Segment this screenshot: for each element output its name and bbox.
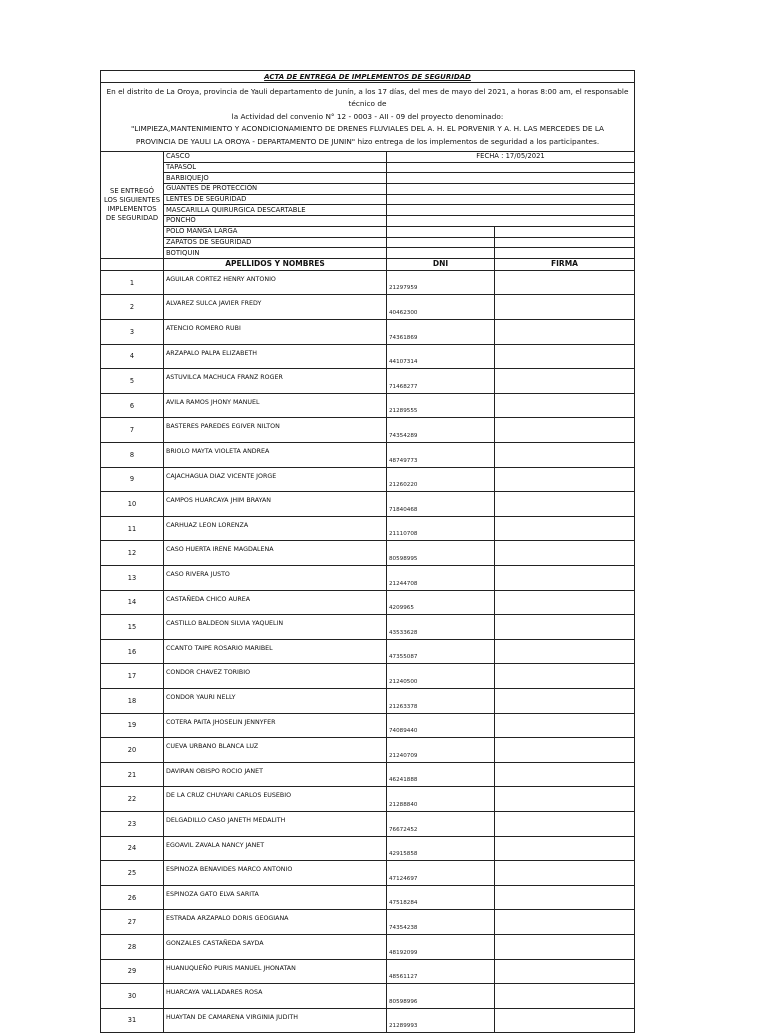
empty-cell: [387, 205, 635, 216]
participant-row: [101, 320, 635, 345]
participant-number: 7: [101, 418, 164, 443]
participant-dni: 48749773: [387, 443, 495, 468]
empty-cell: [387, 226, 495, 237]
participant-number: 17: [101, 664, 164, 689]
participant-signature: [495, 492, 635, 517]
participant-signature: [495, 467, 635, 492]
participant-number: 20: [101, 738, 164, 763]
participant-row: [101, 861, 635, 886]
participant-number: 28: [101, 934, 164, 959]
document-title: ACTA DE ENTREGA DE IMPLEMENTOS DE SEGURIDAD: [101, 71, 635, 83]
participant-row: [101, 344, 635, 369]
implement-item: BOTIQUIN: [164, 248, 387, 259]
participant-signature: [495, 688, 635, 713]
participant-dni: 74354238: [387, 910, 495, 935]
participant-number: 15: [101, 615, 164, 640]
participant-number: 11: [101, 516, 164, 541]
participant-row: [101, 492, 635, 517]
participant-row: [101, 467, 635, 492]
participant-dni: 21288840: [387, 787, 495, 812]
participant-row: [101, 811, 635, 836]
participant-row: [101, 738, 635, 763]
participant-dni: 76672452: [387, 811, 495, 836]
participant-name: CAMPOS HUARCAYA JHIM BRAYAN: [164, 492, 387, 517]
date-label: FECHA : 17/05/2021: [387, 152, 635, 163]
participant-signature: [495, 910, 635, 935]
participant-name: CONDOR YAURI NELLY: [164, 688, 387, 713]
participant-signature: [495, 615, 635, 640]
participant-name: ESPINOZA GATO ELVA SARITA: [164, 885, 387, 910]
participant-number: 27: [101, 910, 164, 935]
participant-row: [101, 787, 635, 812]
participant-dni: 47124697: [387, 861, 495, 886]
participant-name: ESPINOZA BENAVIDES MARCO ANTONIO: [164, 861, 387, 886]
participant-signature: [495, 541, 635, 566]
participant-number: 31: [101, 1008, 164, 1033]
participant-signature: [495, 811, 635, 836]
participant-signature: [495, 885, 635, 910]
column-header-names: APELLIDOS Y NOMBRES: [164, 258, 387, 270]
participant-row: [101, 541, 635, 566]
intro-line: En el distrito de La Oroya, provincia de Yauli departamento de Junín, a los 17 días, del mes de mayo del 2021, a horas 8:00 am, el responsable técnico de: [106, 86, 629, 109]
participant-signature: [495, 590, 635, 615]
participant-number: 19: [101, 713, 164, 738]
participant-dni: 74089440: [387, 713, 495, 738]
participant-name: BRIOLO MAYTA VIOLETA ANDREA: [164, 443, 387, 468]
participant-signature: [495, 762, 635, 787]
participant-dni: 21240500: [387, 664, 495, 689]
participant-signature: [495, 934, 635, 959]
participant-signature: [495, 393, 635, 418]
participant-row: [101, 664, 635, 689]
participant-row: [101, 910, 635, 935]
participant-name: ATENCIO ROMERO RUBI: [164, 320, 387, 345]
participant-name: ASTUVILCA MACHUCA FRANZ ROGER: [164, 369, 387, 394]
participant-name: CUEVA URBANO BLANCA LUZ: [164, 738, 387, 763]
participant-dni: 21244708: [387, 566, 495, 591]
participant-row: [101, 270, 635, 295]
implements-side-label: SE ENTREGÓ LOS SIGUIENTES IMPLEMENTOS DE SEGURIDAD: [101, 152, 164, 259]
participant-row: [101, 688, 635, 713]
participant-row: [101, 639, 635, 664]
participant-number: 9: [101, 467, 164, 492]
participant-name: HUARCAYA VALLADARES ROSA: [164, 984, 387, 1009]
participant-dni: 21260220: [387, 467, 495, 492]
participant-number: 23: [101, 811, 164, 836]
implement-item: GUANTES DE PROTECCIÓN: [164, 184, 387, 195]
participant-dni: 21297959: [387, 270, 495, 295]
participant-number: 16: [101, 639, 164, 664]
participant-row: [101, 443, 635, 468]
participant-name: CASO RIVERA JUSTO: [164, 566, 387, 591]
participant-row: [101, 1008, 635, 1033]
empty-cell: [387, 237, 495, 248]
participant-number: 4: [101, 344, 164, 369]
participant-dni: 47355087: [387, 639, 495, 664]
participant-signature: [495, 320, 635, 345]
participant-signature: [495, 984, 635, 1009]
empty-cell: [387, 216, 635, 227]
implement-item: TAPASOL: [164, 162, 387, 173]
participant-name: ARZAPALO PALPA ELIZABETH: [164, 344, 387, 369]
participant-name: EGOAVIL ZAVALA NANCY JANET: [164, 836, 387, 861]
participant-row: [101, 516, 635, 541]
participant-dni: 21289993: [387, 1008, 495, 1033]
participant-dni: 40462300: [387, 295, 495, 320]
empty-cell: [495, 226, 635, 237]
delivery-record-sheet: [100, 70, 634, 1033]
column-header-number: [101, 258, 164, 270]
intro-line: "LIMPIEZA,MANTENIMIENTO Y ACONDICIONAMIENTO DE DRENES FLUVIALES DEL A. H. EL PORVENIR Y A. H. LAS MERCEDES DE LA: [130, 124, 605, 134]
participant-signature: [495, 787, 635, 812]
participant-name: CCANTO TAIPE ROSARIO MARIBEL: [164, 639, 387, 664]
participant-name: AVILA RAMOS JHONY MANUEL: [164, 393, 387, 418]
participant-signature: [495, 344, 635, 369]
participant-dni: 71840468: [387, 492, 495, 517]
participant-name: COTERA PAITA JHOSELIN JENNYFER: [164, 713, 387, 738]
participant-number: 22: [101, 787, 164, 812]
participant-name: GONZALES CASTAÑEDA SAYDA: [164, 934, 387, 959]
participant-number: 24: [101, 836, 164, 861]
delivery-record-table: [100, 70, 635, 1033]
participant-dni: 47518284: [387, 885, 495, 910]
participant-signature: [495, 295, 635, 320]
intro-line: PROVINCIA DE YAULI LA OROYA - DEPARTAMENTO DE JUNIN" hizo entrega de los implementos de seguridad a los participantes.: [135, 136, 600, 146]
participant-row: [101, 984, 635, 1009]
participant-signature: [495, 664, 635, 689]
participant-name: DELGADILLO CASO JANETH MEDALITH: [164, 811, 387, 836]
participant-name: CONDOR CHAVEZ TORIBIO: [164, 664, 387, 689]
participant-row: [101, 393, 635, 418]
participant-row: [101, 295, 635, 320]
participant-row: [101, 959, 635, 984]
column-header-signature: FIRMA: [495, 258, 635, 270]
implement-item: PONCHO: [164, 216, 387, 227]
participant-signature: [495, 959, 635, 984]
participant-number: 3: [101, 320, 164, 345]
intro-paragraph: [101, 83, 635, 152]
implement-item: ZAPATOS DE SEGURIDAD: [164, 237, 387, 248]
participant-signature: [495, 443, 635, 468]
implement-item: CASCO: [164, 152, 387, 163]
participant-signature: [495, 270, 635, 295]
participant-name: CASTAÑEDA CHICO AUREA: [164, 590, 387, 615]
participant-row: [101, 369, 635, 394]
participant-dni: 21263378: [387, 688, 495, 713]
participant-dni: 46241888: [387, 762, 495, 787]
participant-name: DAVIRAN OBISPO ROCIO JANET: [164, 762, 387, 787]
participant-row: [101, 934, 635, 959]
participant-name: CASTILLO BALDEON SILVIA YAQUELIN: [164, 615, 387, 640]
empty-cell: [387, 184, 635, 195]
column-header-dni: DNI: [387, 258, 495, 270]
participant-row: [101, 885, 635, 910]
empty-cell: [387, 173, 635, 184]
participant-dni: 44107314: [387, 344, 495, 369]
participant-number: 10: [101, 492, 164, 517]
empty-cell: [387, 162, 635, 173]
participant-number: 26: [101, 885, 164, 910]
participant-dni: 42915858: [387, 836, 495, 861]
participant-signature: [495, 369, 635, 394]
participant-number: 13: [101, 566, 164, 591]
participant-name: HUAYTAN DE CAMARENA VIRGINIA JUDITH: [164, 1008, 387, 1033]
participant-dni: 21240709: [387, 738, 495, 763]
participant-row: [101, 566, 635, 591]
participant-number: 21: [101, 762, 164, 787]
participant-dni: 80598995: [387, 541, 495, 566]
participant-dni: 71468277: [387, 369, 495, 394]
participant-dni: 74354289: [387, 418, 495, 443]
participant-dni: 48192099: [387, 934, 495, 959]
participant-name: CARHUAZ LEON LORENZA: [164, 516, 387, 541]
participant-dni: 21289555: [387, 393, 495, 418]
participant-number: 5: [101, 369, 164, 394]
participant-name: AGUILAR CORTEZ HENRY ANTONIO: [164, 270, 387, 295]
participant-row: [101, 762, 635, 787]
participant-signature: [495, 418, 635, 443]
participant-signature: [495, 738, 635, 763]
participant-row: [101, 713, 635, 738]
participant-number: 25: [101, 861, 164, 886]
participant-signature: [495, 1008, 635, 1033]
participant-signature: [495, 713, 635, 738]
participant-name: BASTERES PAREDES EGIVER NILTON: [164, 418, 387, 443]
participant-number: 18: [101, 688, 164, 713]
participant-name: ESTRADA ARZAPALO DORIS GEOGIANA: [164, 910, 387, 935]
participant-name: ALVAREZ SULCA JAVIER FREDY: [164, 295, 387, 320]
participant-signature: [495, 566, 635, 591]
empty-cell: [387, 194, 635, 205]
intro-line: la Actividad del convenio N° 12 - 0003 - AII - 09 del proyecto denominado:: [231, 111, 504, 121]
participant-row: [101, 590, 635, 615]
implement-item: LENTES DE SEGURIDAD: [164, 194, 387, 205]
participant-signature: [495, 836, 635, 861]
participant-dni: 74361869: [387, 320, 495, 345]
participant-dni: 48561127: [387, 959, 495, 984]
participant-name: HUANUQUEÑO PURIS MANUEL JHONATAN: [164, 959, 387, 984]
participant-row: [101, 615, 635, 640]
participant-number: 12: [101, 541, 164, 566]
participant-dni: 21110708: [387, 516, 495, 541]
participant-name: CASO HUERTA IRENE MAGDALENA: [164, 541, 387, 566]
participant-dni: 43533628: [387, 615, 495, 640]
participant-signature: [495, 639, 635, 664]
empty-cell: [495, 248, 635, 259]
participant-number: 2: [101, 295, 164, 320]
participant-number: 6: [101, 393, 164, 418]
empty-cell: [387, 248, 495, 259]
participant-name: CAJACHAGUA DIAZ VICENTE JORGE: [164, 467, 387, 492]
participant-number: 14: [101, 590, 164, 615]
participant-dni: 4209965: [387, 590, 495, 615]
participant-number: 1: [101, 270, 164, 295]
participant-number: 29: [101, 959, 164, 984]
participant-number: 8: [101, 443, 164, 468]
implement-item: POLO MANGA LARGA: [164, 226, 387, 237]
empty-cell: [495, 237, 635, 248]
participant-row: [101, 836, 635, 861]
participant-signature: [495, 861, 635, 886]
participant-number: 30: [101, 984, 164, 1009]
participant-dni: 80598996: [387, 984, 495, 1009]
participant-row: [101, 418, 635, 443]
participant-name: DE LA CRUZ CHUYARI CARLOS EUSEBIO: [164, 787, 387, 812]
implement-item: MASCARILLA QUIRURGICA DESCARTABLE: [164, 205, 387, 216]
participant-signature: [495, 516, 635, 541]
implement-item: BARBIQUEJO: [164, 173, 387, 184]
